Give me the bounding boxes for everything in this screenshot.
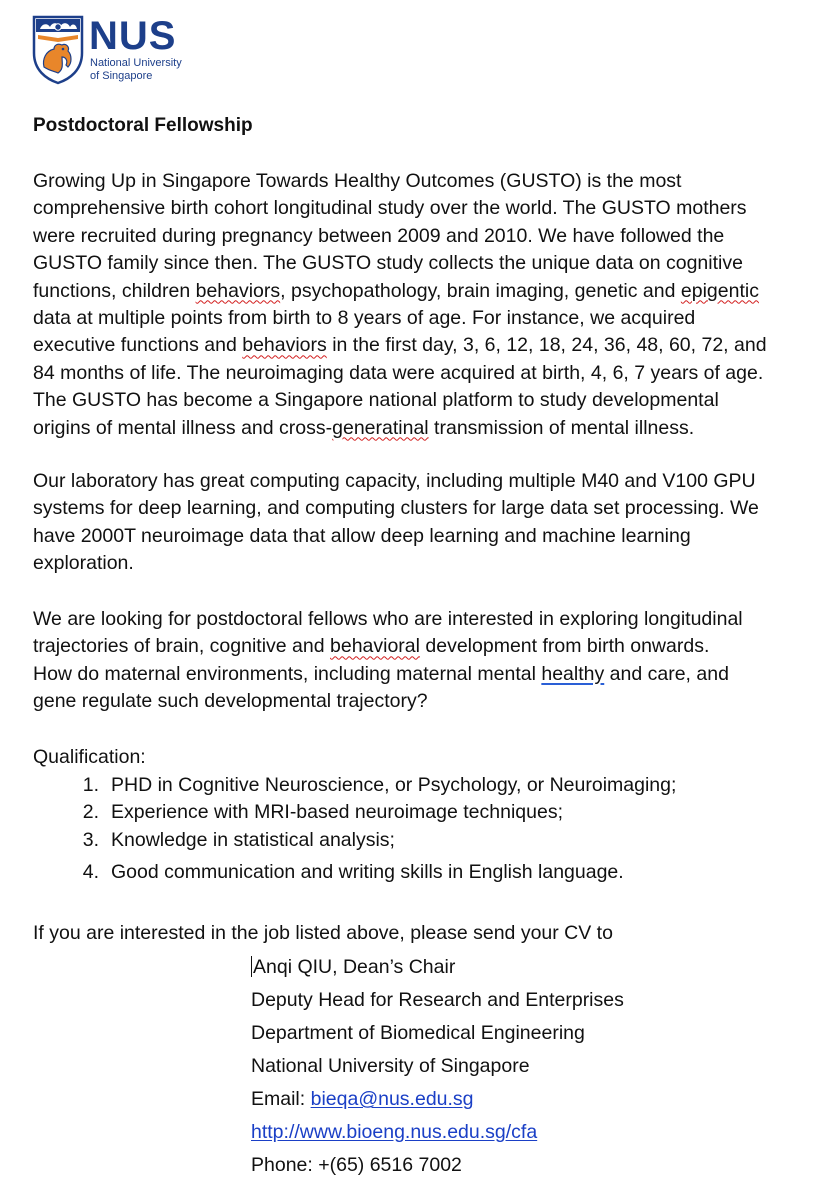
list-item (33, 799, 676, 826)
list-item-text: PHD in Cognitive Neuroscience, or Psychology, or Neuroimaging; (111, 774, 677, 796)
list-item-number: 4. (82, 861, 99, 884)
contact-email-row (251, 1083, 624, 1116)
paragraph-line: 84 months of life. The neuroimaging data were acquired at birth, 4, 6, 7 years of age. (33, 361, 764, 384)
proofing-mark: healthy (541, 662, 605, 685)
list-item-number: 3. (82, 828, 99, 851)
contact-phone: Phone: +(65) 6516 7002 (251, 1154, 462, 1176)
paragraph-line: executive functions and behaviors in the first day, 3, 6, 12, 18, 24, 36, 48, 60, 72, and (33, 334, 767, 357)
text-cursor (251, 956, 252, 977)
contact-university: National University of Singapore (251, 1055, 530, 1077)
closing-line: If you are interested in the job listed above, please send your CV to (33, 922, 613, 944)
paragraph-line: How do maternal environments, including maternal mental healthy and care, and (33, 662, 729, 685)
proofing-mark: behaviors (242, 334, 327, 357)
paragraph-line: origins of mental illness and cross-generatinal transmission of mental illness. (33, 416, 695, 439)
contact-name: Anqi QIU, Dean’s Chair (253, 956, 456, 978)
proofing-mark: epigentic (680, 279, 759, 302)
logo-subtitle-line2: of Singapore (90, 70, 153, 82)
qualification-heading: Qualification: (33, 746, 146, 768)
list-item-number: 2. (82, 801, 99, 824)
list-item-text: Knowledge in statistical analysis; (111, 828, 395, 851)
paragraph-line: have 2000T neuroimage data that allow deep learning and machine learning (33, 524, 691, 547)
contact-block (251, 951, 624, 1182)
contact-url-row (251, 1116, 624, 1149)
nus-crest-icon (32, 15, 84, 85)
email-label: Email: (251, 1088, 311, 1110)
email-link[interactable]: bieqa@nus.edu.sg (310, 1088, 474, 1110)
laboratory-paragraph (33, 468, 813, 578)
paragraph-line: We are looking for postdoctoral fellows who are interested in exploring longitudinal (33, 608, 743, 630)
logo-wordmark: NUS (89, 14, 177, 58)
closing-sentence (33, 920, 813, 947)
position-paragraph (33, 606, 813, 716)
paragraph-line: Our laboratory has great computing capacity, including multiple M40 and V100 GPU (33, 470, 756, 492)
paragraph-line: were recruited during pregnancy between 2009 and 2010. We have followed the (33, 224, 725, 247)
paragraph-line: gene regulate such developmental trajectory? (33, 690, 428, 713)
paragraph-line: systems for deep learning, and computing clusters for large data set processing. We (33, 497, 759, 520)
gusto-paragraph (33, 168, 813, 442)
contact-name-row (251, 951, 624, 984)
paragraph-line: The GUSTO has become a Singapore national platform to study developmental (33, 389, 719, 412)
proofing-mark: generatinal (332, 416, 429, 439)
paragraph-line: trajectories of brain, cognitive and behavioral development from birth onwards. (33, 635, 710, 658)
paragraph-line: GUSTO family since then. The GUSTO study collects the unique data on cognitive (33, 252, 743, 275)
list-item (33, 827, 676, 854)
paragraph-line: functions, children behaviors, psychopathology, brain imaging, genetic and epigentic (33, 279, 759, 302)
nus-logo (32, 14, 202, 86)
proofing-mark: behaviors (195, 279, 281, 302)
paragraph-line: exploration. (33, 552, 134, 575)
list-item-text: Good communication and writing skills in English language. (111, 861, 624, 884)
paragraph-line: data at multiple points from birth to 8 years of age. For instance, we acquired (33, 307, 696, 330)
paragraph-line: comprehensive birth cohort longitudinal study over the world. The GUSTO mothers (33, 197, 747, 220)
proofing-mark: behavioral (330, 635, 420, 658)
page-title: Postdoctoral Fellowship (33, 115, 253, 136)
qualification-list (33, 772, 676, 887)
paragraph-line: Growing Up in Singapore Towards Healthy Outcomes (GUSTO) is the most (33, 170, 682, 192)
list-item (33, 859, 676, 886)
list-item-number: 1. (82, 774, 99, 796)
list-item-text: Experience with MRI-based neuroimage techniques; (111, 801, 563, 824)
list-item (33, 772, 676, 799)
website-link[interactable]: http://www.bioeng.nus.edu.sg/cfa (251, 1121, 538, 1143)
contact-role: Deputy Head for Research and Enterprises (251, 989, 624, 1011)
contact-department: Department of Biomedical Engineering (251, 1022, 585, 1044)
logo-subtitle-line1: National University (90, 57, 182, 69)
